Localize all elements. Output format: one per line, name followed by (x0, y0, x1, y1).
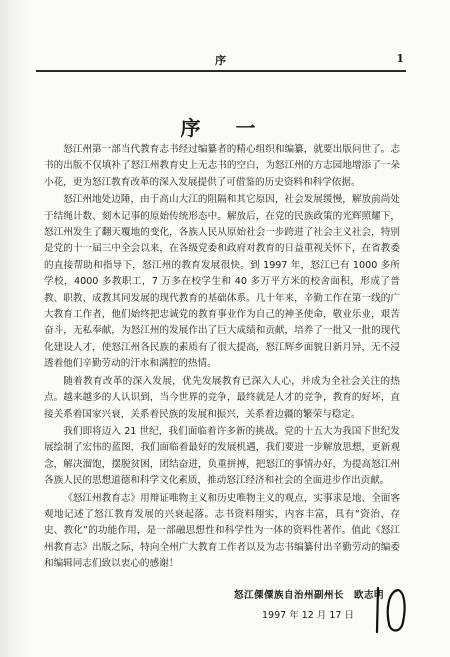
date: 1997 年 12 月 17 日 (262, 610, 354, 621)
paragraph-3: 随着教育改革的深入发展，优先发展教育已深入人心，并成为全社会关注的热点。越来越多的人认识到，当今世界的竞争，最终就是人才的竞争，教育的好坏，直接关系着国家兴衰，关系着民族的发展和振兴，关系着边疆的繁荣与稳定。 (44, 375, 400, 420)
header-rule (36, 70, 406, 72)
handwritten-page-mark (370, 580, 410, 640)
running-head-section: 序 (215, 54, 227, 67)
signature: 怒江傈僳族自治州副州长 欧志明 (233, 590, 384, 601)
page-number: 1 (396, 52, 404, 65)
paragraph-2: 怒江州地处边陲，由于高山大江的阻隔和其它原因，社会发展缓慢，解放前尚处于结绳计数、刻木记事的原始传统形态中。解放后，在党的民族政策的光辉照耀下，怒江州发生了翻天覆地的变化，各族人民从原始社会一步跨进了社会主义社会，特别是党的十一届三中全会以来，在各级党委和政府对教育的日益重视关怀下，在省教委的直接帮助和指导下，怒江州的教育发展很快。到 1997 年，怒江已有 1000 多所学校，4000 多教职工，7 万多在校学生和 40 多万平方米的校舍面积，形成了普教、职教、成教其同发展的现代教育的基础体系。几十年来，辛勤工作在第一线的广大教育工作者，他们始终把忠诚党的教育事业作为自己的神圣使命，敬业乐业，艰苦奋斗，无私奉献，为怒江州的发展作出了巨大成绩和贡献，培养了一批又一批的现代化建设人才，使怒江州各民族的素质有了很大提高，怒江辉乡面貌日新月异，无不浸透着他们辛勤劳动的汗水和满腔的热情。 (44, 194, 400, 370)
paragraph-4: 我们即将迈入 21 世纪，我们面临着许多新的挑战。党的十五大为我国下世纪发展绘制了宏伟的蓝图，我们面临着最好的发展机遇，我们要进一步解放思想，更新观念，解决溜饱，摆脱贫困，团结奋进，负重拼搏，把怒江的事情办好，为提高怒江州各族人民的思想道德和科学文化素质，推动怒江经济和社会的全面进步作出贡献。 (44, 425, 400, 487)
scan-shadow (0, 0, 30, 657)
body-text (44, 142, 400, 574)
paragraph-5: 《怒江州教育志》用辩证唯物主义和历史唯物主义的观点，实事求是地、全面客观地记述了怒江教育发展的兴衰起落。志书资料翔实，内容丰富，具有“资治、存史、教化”的功能作用，是一部融思想性和科学性为一体的资料性著作。值此《怒江州教育志》出版之际，特向全州广大教育工作者以及为志书编纂付出辛勤劳动的编委和编辑同志们致以衷心的感谢！ (44, 492, 400, 570)
page-title: 序 一 (180, 116, 270, 140)
running-head (36, 52, 406, 68)
paragraph-1: 怒江州第一部当代教育志书经过编纂者的精心组织和编纂，就要出版问世了。志书的出版不仅填补了怒江州教育史上无志书的空白，为怒江州的方志园地增添了一朵小花，更为怒江教育改革的深入发展提供了可借鉴的历史资料和科学依据。 (44, 144, 400, 188)
